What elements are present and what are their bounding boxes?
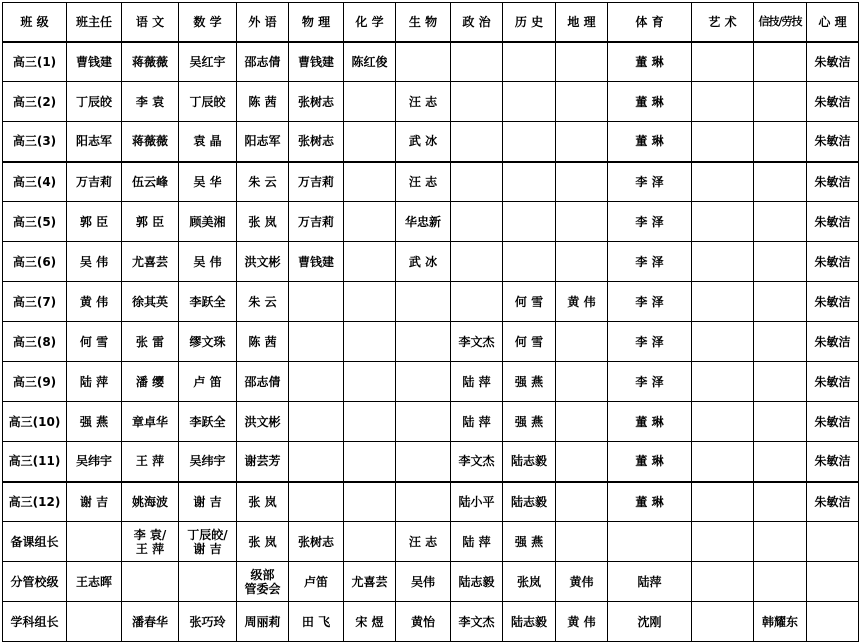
table-cell <box>451 242 503 282</box>
table-cell <box>754 482 807 522</box>
table-cell: 阳志军 <box>67 122 122 162</box>
table-cell: 袁 晶 <box>179 122 237 162</box>
table-cell: 吴伟 <box>396 562 451 602</box>
table-cell: 汪 志 <box>396 162 451 202</box>
table-cell: 李 泽 <box>608 322 692 362</box>
table-cell: 何 雪 <box>503 322 556 362</box>
table-cell: 董 琳 <box>608 402 692 442</box>
table-cell: 丁辰皎 <box>179 82 237 122</box>
table-cell: 尤喜芸 <box>344 562 396 602</box>
table-cell: 张树志 <box>289 522 344 562</box>
row-label: 分管校级 <box>3 562 67 602</box>
table-cell: 陈红俊 <box>344 42 396 82</box>
table-cell: 强 燕 <box>503 402 556 442</box>
table-cell <box>122 562 179 602</box>
table-cell <box>179 562 237 602</box>
table-cell: 陆 萍 <box>451 402 503 442</box>
table-cell: 李 泽 <box>608 242 692 282</box>
row-label: 学科组长 <box>3 602 67 642</box>
table-cell <box>396 282 451 322</box>
table-cell <box>344 522 396 562</box>
table-cell <box>692 602 754 642</box>
table-cell: 洪文彬 <box>237 402 289 442</box>
table-cell <box>807 602 859 642</box>
table-cell <box>344 202 396 242</box>
column-header: 历 史 <box>503 3 556 42</box>
table-row <box>3 202 859 242</box>
table-cell: 朱敏洁 <box>807 162 859 202</box>
table-cell: 陆志毅 <box>503 482 556 522</box>
table-cell: 宋 煜 <box>344 602 396 642</box>
table-row <box>3 362 859 402</box>
table-cell: 强 燕 <box>67 402 122 442</box>
table-cell: 陆 萍 <box>451 522 503 562</box>
table-cell: 董 琳 <box>608 482 692 522</box>
table-row <box>3 82 859 122</box>
table-cell: 姚海波 <box>122 482 179 522</box>
table-cell <box>556 242 608 282</box>
table-cell <box>503 122 556 162</box>
row-label: 高三(7) <box>3 282 67 322</box>
table-cell: 陆志毅 <box>451 562 503 602</box>
table-cell: 董 琳 <box>608 122 692 162</box>
table-cell: 王 萍 <box>122 442 179 482</box>
row-label: 备课组长 <box>3 522 67 562</box>
table-cell: 朱敏洁 <box>807 442 859 482</box>
column-header: 体 育 <box>608 3 692 42</box>
row-label: 高三(5) <box>3 202 67 242</box>
table-cell <box>556 122 608 162</box>
table-cell <box>289 402 344 442</box>
table-cell: 武 冰 <box>396 122 451 162</box>
table-cell: 吴 伟 <box>67 242 122 282</box>
table-cell: 陈 茜 <box>237 82 289 122</box>
table-cell: 朱敏洁 <box>807 362 859 402</box>
table-cell <box>754 202 807 242</box>
column-header: 化 学 <box>344 3 396 42</box>
table-row <box>3 242 859 282</box>
column-header: 生 物 <box>396 3 451 42</box>
table-cell: 华忠新 <box>396 202 451 242</box>
table-cell <box>692 122 754 162</box>
table-cell <box>67 522 122 562</box>
row-label: 高三(8) <box>3 322 67 362</box>
table-cell <box>344 282 396 322</box>
table-cell <box>396 362 451 402</box>
table-cell <box>556 522 608 562</box>
table-cell: 蒋薇薇 <box>122 42 179 82</box>
table-cell <box>692 202 754 242</box>
table-cell: 朱敏洁 <box>807 322 859 362</box>
table-cell <box>692 562 754 602</box>
table-cell: 李 泽 <box>608 202 692 242</box>
column-header: 心 理 <box>807 3 859 42</box>
table-cell: 顾美湘 <box>179 202 237 242</box>
table-cell <box>754 42 807 82</box>
table-cell: 陆萍 <box>608 562 692 602</box>
row-label: 高三(1) <box>3 42 67 82</box>
table-cell: 潘 缨 <box>122 362 179 402</box>
table-cell: 吴红宇 <box>179 42 237 82</box>
table-cell: 陈 茜 <box>237 322 289 362</box>
table-cell <box>692 322 754 362</box>
row-label: 高三(3) <box>3 122 67 162</box>
table-row <box>3 402 859 442</box>
table-cell: 强 燕 <box>503 362 556 402</box>
table-cell: 汪 志 <box>396 82 451 122</box>
table-cell <box>556 322 608 362</box>
table-cell <box>396 42 451 82</box>
table-cell <box>396 322 451 362</box>
table-cell: 董 琳 <box>608 42 692 82</box>
table-cell: 尤喜芸 <box>122 242 179 282</box>
table-body <box>3 3 859 642</box>
table-cell: 伍云峰 <box>122 162 179 202</box>
table-cell <box>692 42 754 82</box>
column-header: 政 治 <box>451 3 503 42</box>
table-cell: 黄怡 <box>396 602 451 642</box>
table-cell <box>289 322 344 362</box>
table-row <box>3 562 859 602</box>
table-cell <box>451 42 503 82</box>
row-label: 高三(11) <box>3 442 67 482</box>
table-row <box>3 282 859 322</box>
table-row <box>3 162 859 202</box>
row-label: 高三(9) <box>3 362 67 402</box>
table-cell <box>344 82 396 122</box>
table-cell <box>451 202 503 242</box>
table-cell <box>67 602 122 642</box>
table-cell: 吴 伟 <box>179 242 237 282</box>
table-cell <box>556 162 608 202</box>
table-cell <box>451 122 503 162</box>
table-cell: 章卓华 <box>122 402 179 442</box>
table-cell <box>754 242 807 282</box>
table-cell <box>344 362 396 402</box>
table-cell: 朱敏洁 <box>807 402 859 442</box>
table-cell <box>451 282 503 322</box>
table-cell: 张树志 <box>289 122 344 162</box>
table-cell: 陆志毅 <box>503 602 556 642</box>
table-cell: 曹钱建 <box>289 42 344 82</box>
table-cell <box>396 482 451 522</box>
table-cell <box>344 122 396 162</box>
table-cell: 陆 萍 <box>67 362 122 402</box>
table-cell <box>754 362 807 402</box>
table-cell <box>754 162 807 202</box>
table-cell <box>556 82 608 122</box>
table-cell <box>556 42 608 82</box>
table-cell: 谢 吉 <box>179 482 237 522</box>
table-cell: 洪文彬 <box>237 242 289 282</box>
table-cell: 李跃全 <box>179 282 237 322</box>
table-row <box>3 442 859 482</box>
table-cell: 吴 华 <box>179 162 237 202</box>
table-cell: 陆小平 <box>451 482 503 522</box>
table-cell: 何 雪 <box>503 282 556 322</box>
table-cell: 李文杰 <box>451 442 503 482</box>
table-row <box>3 602 859 642</box>
table-cell: 朱敏洁 <box>807 242 859 282</box>
table-cell: 万吉莉 <box>67 162 122 202</box>
table-cell <box>692 82 754 122</box>
table-cell <box>503 202 556 242</box>
table-cell <box>451 82 503 122</box>
table-cell <box>807 522 859 562</box>
table-cell <box>692 522 754 562</box>
table-cell <box>692 282 754 322</box>
table-cell: 阳志军 <box>237 122 289 162</box>
table-cell: 谢芸芳 <box>237 442 289 482</box>
table-cell: 李文杰 <box>451 602 503 642</box>
table-cell: 李 泽 <box>608 282 692 322</box>
table-cell <box>556 362 608 402</box>
table-cell <box>396 442 451 482</box>
table-cell <box>556 402 608 442</box>
table-cell: 朱敏洁 <box>807 282 859 322</box>
table-cell: 李 泽 <box>608 162 692 202</box>
schedule-table <box>2 2 859 642</box>
table-cell <box>692 362 754 402</box>
table-cell <box>754 282 807 322</box>
row-label: 高三(12) <box>3 482 67 522</box>
table-cell <box>289 482 344 522</box>
table-row <box>3 322 859 362</box>
table-cell <box>344 242 396 282</box>
table-cell: 李跃全 <box>179 402 237 442</box>
table-cell: 谢 吉 <box>67 482 122 522</box>
column-header: 数 学 <box>179 3 237 42</box>
table-cell: 朱敏洁 <box>807 482 859 522</box>
table-cell <box>692 402 754 442</box>
table-cell: 徐其英 <box>122 282 179 322</box>
table-cell: 强 燕 <box>503 522 556 562</box>
table-row <box>3 122 859 162</box>
table-cell: 卢 笛 <box>179 362 237 402</box>
table-cell <box>344 442 396 482</box>
table-cell: 张树志 <box>289 82 344 122</box>
column-header: 地 理 <box>556 3 608 42</box>
table-cell <box>754 82 807 122</box>
table-row <box>3 522 859 562</box>
table-cell <box>344 402 396 442</box>
column-header: 外 语 <box>237 3 289 42</box>
table-cell: 缪文珠 <box>179 322 237 362</box>
table-cell <box>754 562 807 602</box>
table-cell: 级部 管委会 <box>237 562 289 602</box>
column-header: 艺 术 <box>692 3 754 42</box>
table-cell: 万吉莉 <box>289 162 344 202</box>
table-cell <box>692 242 754 282</box>
row-label: 高三(10) <box>3 402 67 442</box>
table-cell <box>692 482 754 522</box>
table-cell <box>754 442 807 482</box>
table-cell: 郭 臣 <box>122 202 179 242</box>
table-cell: 李文杰 <box>451 322 503 362</box>
table-cell: 卢笛 <box>289 562 344 602</box>
column-header: 信技/劳技 <box>754 3 807 42</box>
table-cell <box>503 82 556 122</box>
table-cell: 黄伟 <box>556 562 608 602</box>
table-row <box>3 42 859 82</box>
table-cell: 潘春华 <box>122 602 179 642</box>
table-cell: 董 琳 <box>608 82 692 122</box>
table-cell <box>503 242 556 282</box>
table-cell: 张 岚 <box>237 522 289 562</box>
table-cell: 蒋薇薇 <box>122 122 179 162</box>
table-cell: 李 袁/ 王 萍 <box>122 522 179 562</box>
table-cell: 朱敏洁 <box>807 82 859 122</box>
table-cell <box>503 162 556 202</box>
table-cell: 朱 云 <box>237 282 289 322</box>
table-cell <box>556 202 608 242</box>
table-cell: 韩耀东 <box>754 602 807 642</box>
table-cell <box>556 442 608 482</box>
table-cell <box>608 522 692 562</box>
table-cell <box>503 42 556 82</box>
table-cell: 朱 云 <box>237 162 289 202</box>
table-cell <box>754 522 807 562</box>
row-label: 高三(6) <box>3 242 67 282</box>
table-cell: 黄 伟 <box>556 282 608 322</box>
table-cell: 朱敏洁 <box>807 202 859 242</box>
table-cell: 邵志倩 <box>237 362 289 402</box>
table-cell: 万吉莉 <box>289 202 344 242</box>
header-row <box>3 3 859 42</box>
table-cell <box>807 562 859 602</box>
table-cell <box>692 162 754 202</box>
table-cell: 吴纬宇 <box>179 442 237 482</box>
column-header: 班 级 <box>3 3 67 42</box>
table-cell: 李 袁 <box>122 82 179 122</box>
table-cell: 陆 萍 <box>451 362 503 402</box>
table-cell <box>344 162 396 202</box>
table-cell: 朱敏洁 <box>807 42 859 82</box>
table-cell <box>556 482 608 522</box>
table-cell: 张 雷 <box>122 322 179 362</box>
table-cell: 黄 伟 <box>67 282 122 322</box>
table-cell: 郭 臣 <box>67 202 122 242</box>
table-cell: 黄 伟 <box>556 602 608 642</box>
table-cell: 董 琳 <box>608 442 692 482</box>
table-cell <box>396 402 451 442</box>
table-cell: 丁辰皎/ 谢 吉 <box>179 522 237 562</box>
table-cell: 邵志倩 <box>237 42 289 82</box>
table-cell: 丁辰皎 <box>67 82 122 122</box>
table-cell: 张岚 <box>503 562 556 602</box>
row-label: 高三(2) <box>3 82 67 122</box>
table-cell: 陆志毅 <box>503 442 556 482</box>
table-cell: 曹钱建 <box>289 242 344 282</box>
table-cell <box>289 282 344 322</box>
table-cell: 武 冰 <box>396 242 451 282</box>
table-cell: 何 雪 <box>67 322 122 362</box>
table-cell: 王志晖 <box>67 562 122 602</box>
table-cell <box>692 442 754 482</box>
table-cell <box>754 402 807 442</box>
table-cell <box>289 362 344 402</box>
table-cell: 张 岚 <box>237 482 289 522</box>
table-cell: 周丽莉 <box>237 602 289 642</box>
table-cell <box>754 322 807 362</box>
table-cell: 李 泽 <box>608 362 692 402</box>
table-cell: 吴纬宇 <box>67 442 122 482</box>
table-cell: 汪 志 <box>396 522 451 562</box>
column-header: 语 文 <box>122 3 179 42</box>
table-cell: 田 飞 <box>289 602 344 642</box>
column-header: 班主任 <box>67 3 122 42</box>
table-cell: 沈刚 <box>608 602 692 642</box>
table-row <box>3 482 859 522</box>
table-cell: 朱敏洁 <box>807 122 859 162</box>
column-header: 物 理 <box>289 3 344 42</box>
table-cell <box>344 322 396 362</box>
table-cell <box>289 442 344 482</box>
row-label: 高三(4) <box>3 162 67 202</box>
table-cell <box>344 482 396 522</box>
table-cell: 张巧玲 <box>179 602 237 642</box>
table-cell: 张 岚 <box>237 202 289 242</box>
table-cell: 曹钱建 <box>67 42 122 82</box>
table-cell <box>451 162 503 202</box>
table-cell <box>754 122 807 162</box>
